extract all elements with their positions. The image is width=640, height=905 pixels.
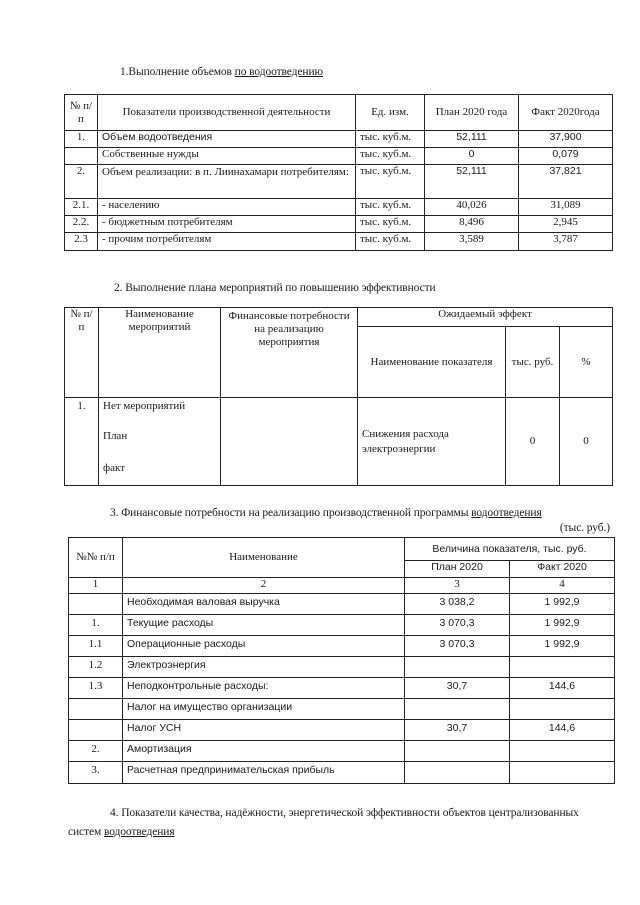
table-row [69, 594, 615, 615]
table-row [65, 398, 613, 486]
section1-heading-link: по водоотведению [234, 66, 324, 78]
table-row [69, 678, 615, 699]
row-num: 2.3 [65, 233, 98, 251]
col-header-value: Величина показателя, тыс. руб. [405, 538, 615, 561]
row-unit: тыс. куб.м. [356, 131, 425, 148]
col-header-fact: Факт 2020 [510, 561, 615, 578]
section3-heading-text: 3. Финансовые потребности на реализацию производственной программы [110, 507, 472, 519]
row-num: 1. [65, 131, 98, 148]
row-plan: 3,589 [425, 233, 519, 251]
row-fact: 3,787 [519, 233, 613, 251]
row-name: Налог УСН [123, 720, 405, 741]
index-cell: 1 [69, 578, 123, 594]
row-plan: 3 070,3 [405, 636, 510, 657]
row-fact: 1 992,9 [510, 636, 615, 657]
row-plan: 3 038,2 [405, 594, 510, 615]
row-name: Объем водоотведения [98, 131, 356, 148]
table-row [69, 615, 615, 636]
table-row [65, 165, 613, 199]
row-rub: 0 [506, 398, 560, 486]
row-plan: 40,026 [425, 199, 519, 216]
table-row [69, 657, 615, 678]
col-header-num: №№ п/п [69, 538, 123, 578]
row-plan: 30,7 [405, 678, 510, 699]
row-fact: 1 992,9 [510, 594, 615, 615]
section3-heading-link: водоотведения [471, 507, 542, 519]
table-row [69, 636, 615, 657]
water-disposal-volume-table [64, 94, 613, 251]
row-num [69, 699, 123, 720]
section4-heading-link: водоотведения [103, 826, 175, 838]
col-header-plan: План 2020 [405, 561, 510, 578]
row-name: Расчетная предпринимательская прибыль [123, 762, 405, 784]
row-plan: 3 070,3 [405, 615, 510, 636]
row-unit: тыс. куб.м. [356, 216, 425, 233]
row-fact: 1 992,9 [510, 615, 615, 636]
row-num [69, 594, 123, 615]
row-num: 1.2 [69, 657, 123, 678]
row-fact [510, 741, 615, 762]
section4-heading-text: систем [68, 826, 104, 838]
row-name: - бюджетным потребителям [98, 216, 356, 233]
col-header-num: № п/п [65, 95, 98, 131]
table-row [65, 216, 613, 233]
row-num [65, 148, 98, 165]
row-name: Амортизация [123, 741, 405, 762]
col-header-unit: Ед. изм. [356, 95, 425, 131]
col-header-num: № п/п [65, 308, 99, 398]
measure-line-3: факт [103, 462, 126, 474]
financial-needs-table [68, 537, 615, 784]
table-row [65, 131, 613, 148]
row-fact: 2,945 [519, 216, 613, 233]
row-plan [405, 657, 510, 678]
table-row [69, 720, 615, 741]
section1-heading-text: 1.Выполнение объемов [120, 66, 235, 78]
row-num: 2. [65, 165, 98, 199]
table-row [65, 148, 613, 165]
row-num: 1.3 [69, 678, 123, 699]
row-plan [405, 741, 510, 762]
col-header-name: Наименование [123, 538, 405, 578]
section1-heading [120, 66, 323, 78]
row-plan [405, 699, 510, 720]
row-name: Неподконтрольные расходы: [123, 678, 405, 699]
row-unit: тыс. куб.м. [356, 148, 425, 165]
row-plan: 52,111 [425, 131, 519, 148]
section4-heading-line1: 4. Показатели качества, надёжности, энергетической эффективности объектов централизованных [110, 807, 579, 819]
row-num: 1. [69, 615, 123, 636]
row-unit: тыс. куб.м. [356, 233, 425, 251]
row-financial-needs [221, 398, 358, 486]
row-num: 3. [69, 762, 123, 784]
row-name: Налог на имущество организации [123, 699, 405, 720]
row-pct: 0 [560, 398, 613, 486]
index-cell: 3 [405, 578, 510, 594]
col-header-fact: Факт 2020года [519, 95, 613, 131]
row-name: Текущие расходы [123, 615, 405, 636]
table-row [69, 699, 615, 720]
row-fact: 37,821 [519, 165, 613, 199]
col-header-plan: План 2020 года [425, 95, 519, 131]
col-header-expected-effect: Ожидаемый эффект [358, 308, 613, 327]
row-unit: тыс. куб.м. [356, 165, 425, 199]
row-name: Операционные расходы [123, 636, 405, 657]
index-cell: 4 [510, 578, 615, 594]
row-name: Необходимая валовая выручка [123, 594, 405, 615]
row-num [69, 720, 123, 741]
index-cell: 2 [123, 578, 405, 594]
row-num: 1. [65, 398, 99, 486]
section3-heading [110, 507, 542, 519]
row-name: Электроэнергия [123, 657, 405, 678]
row-fact: 31,089 [519, 199, 613, 216]
row-name: Собственные нужды [98, 148, 356, 165]
row-fact [510, 657, 615, 678]
row-plan: 8,496 [425, 216, 519, 233]
row-fact [510, 699, 615, 720]
row-plan: 0 [425, 148, 519, 165]
row-fact: 37,900 [519, 131, 613, 148]
index-row [69, 578, 615, 594]
col-header-percent: % [560, 327, 613, 398]
row-num: 2.1. [65, 199, 98, 216]
row-name: - прочим потребителям [98, 233, 356, 251]
measure-line-2: План [103, 430, 128, 442]
table-row [69, 741, 615, 762]
col-header-indicator: Показатели производственной деятельности [98, 95, 356, 131]
row-plan: 52,111 [425, 165, 519, 199]
measure-line-1: Нет мероприятий [103, 400, 186, 412]
row-measure [99, 398, 221, 486]
row-plan: 30,7 [405, 720, 510, 741]
row-num: 2. [69, 741, 123, 762]
row-name: - населению [98, 199, 356, 216]
row-fact: 144,6 [510, 720, 615, 741]
row-num: 2.2. [65, 216, 98, 233]
section2-heading: 2. Выполнение плана мероприятий по повышению эффективности [114, 282, 436, 294]
row-fact: 144,6 [510, 678, 615, 699]
row-indicator: Снижения расхода электроэнергии [358, 398, 506, 486]
table-row [65, 233, 613, 251]
col-header-indicator-name: Наименование показателя [358, 327, 506, 398]
row-num: 1.1 [69, 636, 123, 657]
col-header-thousand-rub: тыс. руб. [506, 327, 560, 398]
row-fact: 0,079 [519, 148, 613, 165]
col-header-measure-name: Наименование мероприятий [99, 308, 221, 398]
efficiency-measures-table [64, 307, 613, 486]
units-note: (тыс. руб.) [559, 522, 610, 534]
col-header-financial-needs: Финансовые потребности на реализацию мероприятия [221, 308, 358, 398]
row-plan [405, 762, 510, 784]
table-row [69, 762, 615, 784]
section4-heading-line2 [68, 826, 175, 838]
row-unit: тыс. куб.м. [356, 199, 425, 216]
row-fact [510, 762, 615, 784]
table-row [65, 199, 613, 216]
row-name: Объем реализации: в п. Лиинахамари потребителям: [98, 165, 356, 199]
